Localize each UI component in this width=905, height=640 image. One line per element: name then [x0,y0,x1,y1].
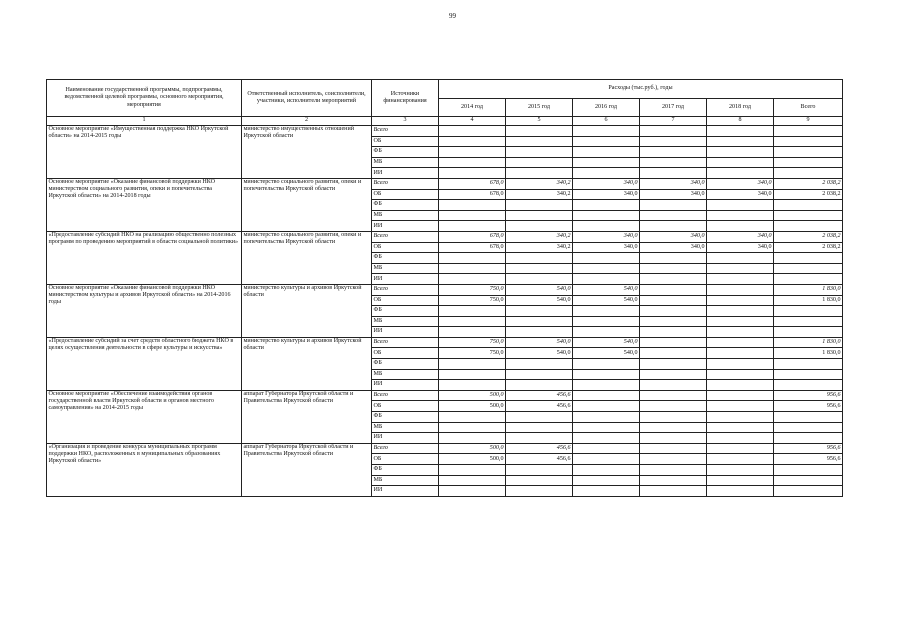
year-value-cell [573,126,640,137]
year-value-cell [506,327,573,338]
year-value-cell [506,136,573,147]
year-value-cell [573,327,640,338]
table-row [47,390,843,401]
year-value-cell [439,157,506,168]
year-value-cell [640,433,707,444]
year-value-cell [640,147,707,158]
responsible-executor: аппарат Губернатора Иркутской области и Правительства Иркутской области [242,390,372,443]
total-value-cell [774,200,843,211]
year-value-cell [439,465,506,476]
year-value-cell: 540,0 [506,295,573,306]
total-value-cell: 1 830,0 [774,348,843,359]
year-value-cell [506,316,573,327]
table-row [47,178,843,189]
year-value-cell [707,210,774,221]
funding-source: ФБ [372,359,439,370]
funding-source: ОБ [372,348,439,359]
year-value-cell [707,295,774,306]
year-value-cell [707,475,774,486]
header-row-top [47,80,843,99]
year-value-cell [640,200,707,211]
measure-name: «Организация и проведение конкурса муниципальных программ поддержки НКО, расположенных в муниципальных образованиях Иркутской области» [47,443,242,496]
total-value-cell: 2 038,2 [774,242,843,253]
year-value-cell [640,443,707,454]
year-value-cell [439,136,506,147]
year-value-cell [707,147,774,158]
year-value-cell [640,168,707,179]
year-value-cell [707,316,774,327]
year-value-cell [640,306,707,317]
total-value-cell [774,369,843,380]
year-value-cell [707,327,774,338]
year-value-cell: 340,0 [707,189,774,200]
year-value-cell [439,316,506,327]
year-value-cell [640,157,707,168]
year-value-cell: 340,2 [506,189,573,200]
year-value-cell [707,412,774,423]
header-name-col: Наименование государственной программы, подпрограммы, ведомственной целевой программы, основного мероприятия, мероприятия [47,80,242,117]
year-value-cell [640,337,707,348]
funding-source: МБ [372,369,439,380]
measure-name: «Предоставление субсидий за счет средств областного бюджета НКО в целях осуществления деятельности в сфере культуры и искусства» [47,337,242,390]
responsible-executor: аппарат Губернатора Иркутской области и Правительства Иркутской области [242,443,372,496]
funding-source: ОБ [372,295,439,306]
year-value-cell: 340,0 [573,242,640,253]
year-value-cell [439,486,506,497]
year-value-cell [439,274,506,285]
funding-source: МБ [372,475,439,486]
year-value-cell [506,126,573,137]
year-value-cell [707,168,774,179]
year-value-cell [707,200,774,211]
year-value-cell [573,200,640,211]
year-value-cell: 540,0 [506,348,573,359]
year-value-cell [573,422,640,433]
year-value-cell: 750,0 [439,337,506,348]
year-value-cell [506,380,573,391]
year-value-cell [573,401,640,412]
year-value-cell [439,253,506,264]
total-value-cell [774,147,843,158]
year-value-cell: 340,0 [707,242,774,253]
year-value-cell: 340,0 [640,242,707,253]
funding-source: ФБ [372,200,439,211]
year-value-cell [439,221,506,232]
year-value-cell: 340,2 [506,178,573,189]
year-value-cell [573,380,640,391]
table-row [47,284,843,295]
year-value-cell [439,263,506,274]
total-value-cell: 1 830,0 [774,295,843,306]
year-value-cell [707,369,774,380]
year-value-cell [439,380,506,391]
table-row [47,337,843,348]
year-value-cell [573,157,640,168]
funding-source: Всего [372,126,439,137]
year-value-cell [573,274,640,285]
year-value-cell [506,486,573,497]
total-value-cell: 1 830,0 [774,337,843,348]
year-value-cell [506,359,573,370]
total-value-cell [774,126,843,137]
funding-source: ФБ [372,253,439,264]
year-value-cell [640,454,707,465]
year-value-cell [506,210,573,221]
funding-source: МБ [372,263,439,274]
table-row [47,126,843,137]
year-value-cell [707,221,774,232]
year-value-cell [573,369,640,380]
year-value-cell [640,136,707,147]
year-value-cell [506,465,573,476]
total-value-cell [774,359,843,370]
year-value-cell [640,284,707,295]
column-number: 2 [242,117,372,126]
header-year: 2017 год [640,99,707,117]
header-year: 2016 год [573,99,640,117]
year-value-cell [506,369,573,380]
year-value-cell [640,221,707,232]
column-number: 5 [506,117,573,126]
responsible-executor: министерство социального развития, опеки и попечительства Иркутской области [242,178,372,231]
measure-name: Основное мероприятие «Обеспечение взаимодействия органов государственной власти Иркутской области и органов местного самоуправления» на 2014-2015 годы [47,390,242,443]
year-value-cell [573,306,640,317]
measure-name: Основное мероприятие «Оказание финансовой поддержки НКО министерством социального развития, опеки и попечительства Иркутской области» на 2014-2018 годы [47,178,242,231]
year-value-cell [707,422,774,433]
funding-source: ОБ [372,242,439,253]
year-value-cell [439,126,506,137]
year-value-cell: 340,0 [707,231,774,242]
year-value-cell [506,147,573,158]
funding-source: ИИ [372,274,439,285]
total-value-cell: 956,6 [774,454,843,465]
year-value-cell [573,136,640,147]
year-value-cell [573,443,640,454]
total-value-cell [774,253,843,264]
total-value-cell [774,263,843,274]
year-value-cell [640,316,707,327]
year-value-cell [506,168,573,179]
year-value-cell [707,274,774,285]
year-value-cell [640,295,707,306]
year-value-cell: 750,0 [439,348,506,359]
year-value-cell [707,465,774,476]
year-value-cell [573,221,640,232]
header-responsible-col: Ответственный исполнитель, соисполнители, участники, исполнители мероприятий [242,80,372,117]
year-value-cell: 340,0 [573,231,640,242]
year-value-cell [640,380,707,391]
year-value-cell: 456,6 [506,454,573,465]
year-value-cell [439,359,506,370]
year-value-cell [573,486,640,497]
year-value-cell: 750,0 [439,295,506,306]
year-value-cell [573,433,640,444]
year-value-cell [573,263,640,274]
year-value-cell [707,306,774,317]
year-value-cell [573,359,640,370]
year-value-cell: 750,0 [439,284,506,295]
year-value-cell [439,306,506,317]
total-value-cell: 2 038,2 [774,231,843,242]
total-value-cell [774,168,843,179]
year-value-cell [640,126,707,137]
year-value-cell [640,369,707,380]
year-value-cell: 456,6 [506,401,573,412]
total-value-cell [774,486,843,497]
year-value-cell [707,486,774,497]
year-value-cell: 456,6 [506,443,573,454]
total-value-cell [774,306,843,317]
year-value-cell [640,401,707,412]
year-value-cell [707,126,774,137]
funding-source: Всего [372,443,439,454]
header-total: Всего [774,99,843,117]
measure-name: Основное мероприятие «Имущественная поддержка НКО Иркутской области» на 2014-2015 годы [47,126,242,179]
year-value-cell [573,412,640,423]
year-value-cell: 500,0 [439,390,506,401]
year-value-cell: 340,0 [640,178,707,189]
total-value-cell [774,157,843,168]
year-value-cell [439,475,506,486]
funding-source: ФБ [372,465,439,476]
funding-source: ФБ [372,306,439,317]
column-number: 4 [439,117,506,126]
year-value-cell: 540,0 [573,284,640,295]
year-value-cell [506,274,573,285]
measure-name: «Предоставление субсидий НКО на реализацию общественно полезных программ по проведению мероприятий в области социальной политики» [47,231,242,284]
year-value-cell: 456,6 [506,390,573,401]
year-value-cell [707,390,774,401]
year-value-cell: 678,0 [439,189,506,200]
year-value-cell [640,274,707,285]
total-value-cell [774,221,843,232]
funding-source: Всего [372,390,439,401]
total-value-cell [774,274,843,285]
total-value-cell: 1 830,0 [774,284,843,295]
year-value-cell [640,465,707,476]
year-value-cell [439,327,506,338]
year-value-cell: 678,0 [439,231,506,242]
year-value-cell [506,263,573,274]
header-year: 2015 год [506,99,573,117]
funding-source: МБ [372,316,439,327]
year-value-cell [707,263,774,274]
year-value-cell [640,422,707,433]
funding-source: МБ [372,157,439,168]
funding-source: Всего [372,178,439,189]
funding-source: ИИ [372,327,439,338]
year-value-cell [640,348,707,359]
year-value-cell: 540,0 [506,284,573,295]
year-value-cell: 340,0 [707,178,774,189]
year-value-cell: 340,2 [506,242,573,253]
year-value-cell [439,422,506,433]
total-value-cell [774,433,843,444]
column-number: 6 [573,117,640,126]
year-value-cell: 540,0 [573,295,640,306]
year-value-cell [707,284,774,295]
funding-source: ОБ [372,136,439,147]
year-value-cell [573,475,640,486]
year-value-cell: 340,0 [573,189,640,200]
column-number: 1 [47,117,242,126]
total-value-cell: 2 038,2 [774,189,843,200]
header-sources-col: Источники финансирования [372,80,439,117]
total-value-cell [774,210,843,221]
year-value-cell [707,380,774,391]
column-numbers-row [47,117,843,126]
total-value-cell [774,465,843,476]
header-year: 2014 год [439,99,506,117]
responsible-executor: министерство социального развития, опеки и попечительства Иркутской области [242,231,372,284]
year-value-cell [573,210,640,221]
column-number: 9 [774,117,843,126]
page-number: 99 [449,12,456,20]
total-value-cell [774,475,843,486]
year-value-cell [506,412,573,423]
year-value-cell [506,221,573,232]
year-value-cell [707,157,774,168]
year-value-cell: 340,2 [506,231,573,242]
year-value-cell [439,168,506,179]
year-value-cell [506,433,573,444]
funding-source: ОБ [372,454,439,465]
column-number: 7 [640,117,707,126]
year-value-cell [707,401,774,412]
year-value-cell [707,454,774,465]
total-value-cell [774,327,843,338]
year-value-cell: 500,0 [439,401,506,412]
column-number: 3 [372,117,439,126]
year-value-cell [707,348,774,359]
funding-source: ИИ [372,486,439,497]
measure-name: Основное мероприятие «Оказание финансовой поддержки НКО министерством культуры и архивов Иркутской области» на 2014-2016 годы [47,284,242,337]
total-value-cell [774,380,843,391]
year-value-cell [573,465,640,476]
year-value-cell [506,157,573,168]
year-value-cell [573,168,640,179]
year-value-cell [640,486,707,497]
year-value-cell [640,475,707,486]
year-value-cell [573,316,640,327]
year-value-cell [640,263,707,274]
year-value-cell [439,412,506,423]
funding-source: ФБ [372,412,439,423]
table-row [47,231,843,242]
funding-source: Всего [372,337,439,348]
year-value-cell: 340,0 [640,231,707,242]
funding-source: Всего [372,231,439,242]
year-value-cell [573,390,640,401]
funding-source: МБ [372,210,439,221]
total-value-cell: 956,6 [774,390,843,401]
funding-source: ИИ [372,380,439,391]
funding-source: ОБ [372,401,439,412]
year-value-cell [439,369,506,380]
year-value-cell [640,412,707,423]
total-value-cell [774,412,843,423]
year-value-cell [506,475,573,486]
year-value-cell: 540,0 [573,348,640,359]
year-value-cell [506,200,573,211]
year-value-cell [707,136,774,147]
responsible-executor: министерство культуры и архивов Иркутской области [242,284,372,337]
year-value-cell [640,359,707,370]
year-value-cell: 340,0 [640,189,707,200]
expenses-table [46,79,843,497]
year-value-cell [573,147,640,158]
table-row [47,443,843,454]
funding-source: ИИ [372,168,439,179]
year-value-cell [439,147,506,158]
total-value-cell: 956,6 [774,443,843,454]
year-value-cell: 678,0 [439,178,506,189]
year-value-cell [573,253,640,264]
funding-source: ИИ [372,433,439,444]
year-value-cell [506,253,573,264]
year-value-cell: 540,0 [506,337,573,348]
year-value-cell [707,253,774,264]
year-value-cell [640,390,707,401]
column-number: 8 [707,117,774,126]
responsible-executor: министерство имущественных отношений Иркутской области [242,126,372,179]
total-value-cell [774,316,843,327]
year-value-cell [439,200,506,211]
funding-source: Всего [372,284,439,295]
total-value-cell [774,136,843,147]
total-value-cell: 2 038,2 [774,178,843,189]
funding-source: ФБ [372,147,439,158]
header-year: 2018 год [707,99,774,117]
year-value-cell: 500,0 [439,454,506,465]
year-value-cell [573,454,640,465]
funding-source: МБ [372,422,439,433]
year-value-cell: 540,0 [573,337,640,348]
header-expenses: Расходы (тыс.руб.), годы [439,80,843,99]
year-value-cell [506,422,573,433]
year-value-cell [640,327,707,338]
year-value-cell [707,433,774,444]
year-value-cell: 340,0 [573,178,640,189]
year-value-cell [707,337,774,348]
year-value-cell [707,443,774,454]
total-value-cell [774,422,843,433]
year-value-cell [439,210,506,221]
year-value-cell [707,359,774,370]
year-value-cell [640,253,707,264]
funding-source: ИИ [372,221,439,232]
funding-source: ОБ [372,189,439,200]
year-value-cell [506,306,573,317]
year-value-cell [640,210,707,221]
year-value-cell: 500,0 [439,443,506,454]
responsible-executor: министерство культуры и архивов Иркутской области [242,337,372,390]
year-value-cell: 678,0 [439,242,506,253]
total-value-cell: 956,6 [774,401,843,412]
year-value-cell [439,433,506,444]
